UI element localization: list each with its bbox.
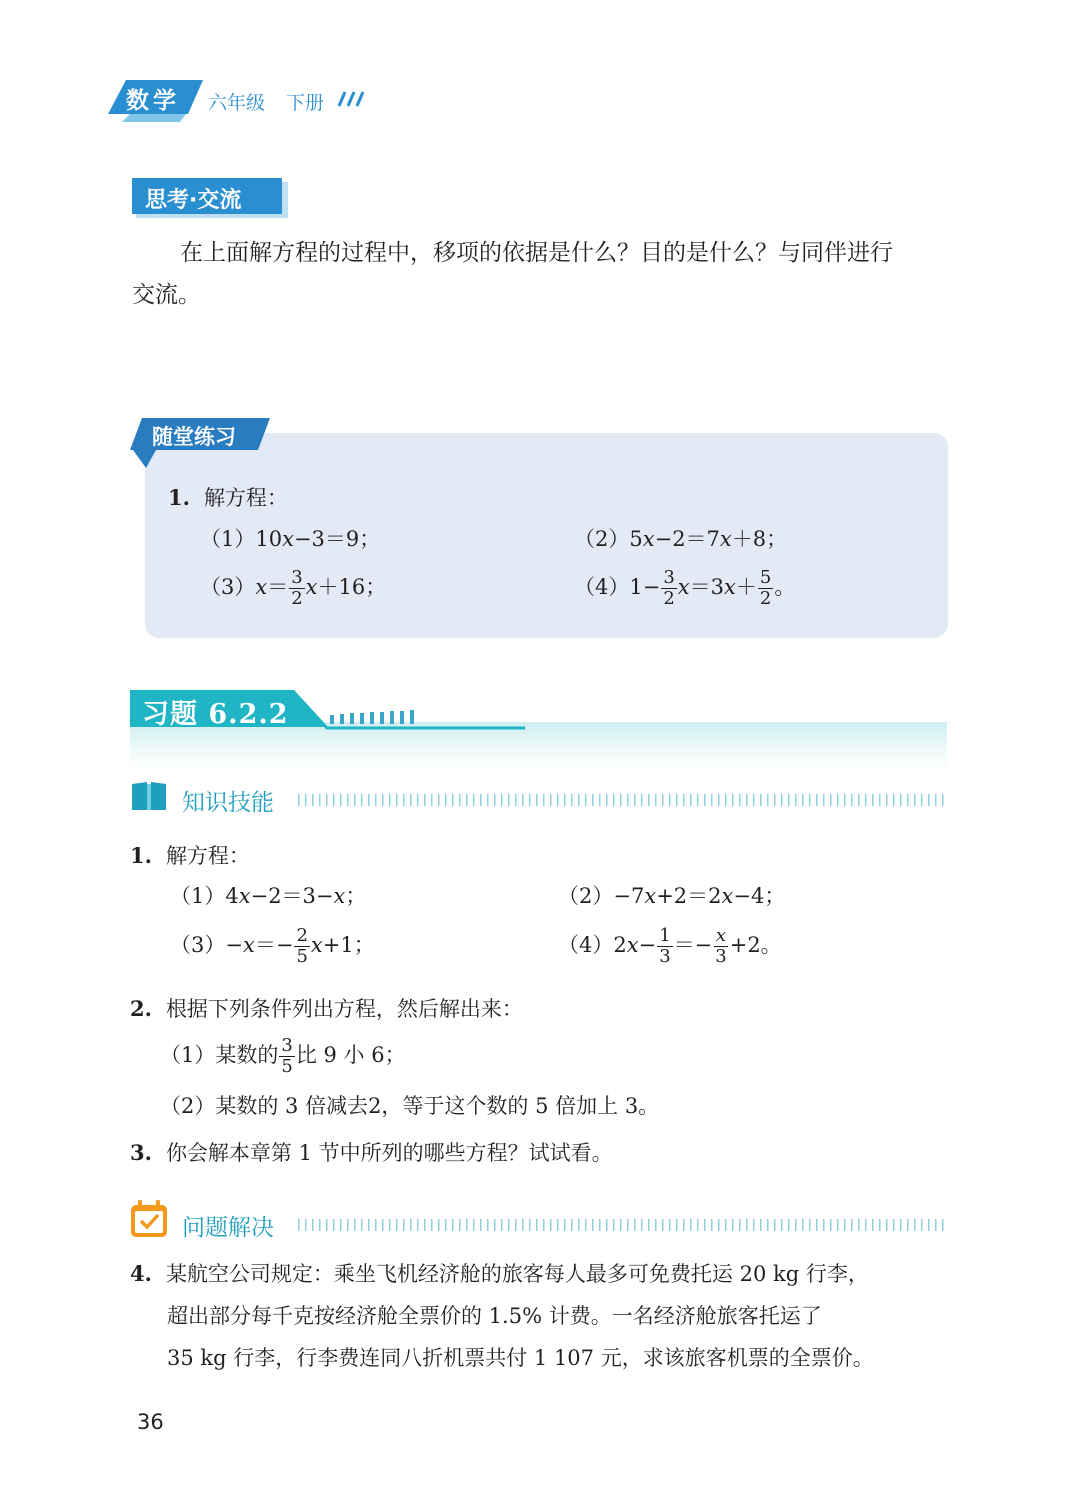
exercise-q1-stem: 1. 解方程： — [130, 843, 250, 868]
think-text-line2: 交流。 — [132, 282, 201, 308]
exercise-q4-line2: 超出部分每千克按经济舱全票价的 1.5% 计费。一名经济舱旅客托运了 — [167, 1304, 822, 1328]
knowledge-section-title: 知识技能 — [182, 790, 274, 816]
exercise-q3: 3. 你会解本章第 1 节中所列的哪些方程？试试看。 — [130, 1140, 613, 1165]
practice-q1-part4: （4）1− $\frac{3}{2}$ x＝3x＋ $\frac{5}{2}$ 。 — [574, 567, 796, 609]
calendar-check-icon — [130, 1200, 168, 1238]
problem-dotted-rule — [298, 1219, 948, 1231]
header-subject: 数学 — [126, 88, 180, 114]
practice-q1-stem: 1. 解方程： — [168, 485, 288, 510]
exercise-q1-part1: （1）4x−2＝3−x； — [170, 884, 367, 908]
exercise-q1-part2: （2）−7x+2＝2x−4； — [558, 884, 786, 908]
practice-q1-part1: （1）10x−3＝9； — [200, 527, 381, 551]
knowledge-dotted-rule — [298, 794, 948, 806]
page-number: 36 — [137, 1410, 164, 1434]
header-slashes-icon — [333, 90, 367, 108]
exercise-q1-part4: （4）2x− $\frac{1}{3}$ ＝− $\frac{x}{3}$ +2。 — [558, 925, 782, 967]
exercise-q2-part1: （1）某数的 $\frac{3}{5}$ 比 9 小 6； — [160, 1035, 406, 1077]
practice-q1-part2: （2）5x−2＝7x＋8； — [574, 527, 788, 551]
think-text-line1: 在上面解方程的过程中，移项的依据是什么？目的是什么？与同伴进行 — [180, 240, 893, 266]
header-grade: 六年级 — [208, 92, 266, 114]
exercise-q2-stem: 2. 根据下列条件列出方程，然后解出来： — [130, 996, 523, 1021]
exercise-q4-line3: 35 kg 行李，行李费连同八折机票共付 1 107 元，求该旅客机票的全票价。 — [167, 1346, 874, 1370]
header-volume: 下册 — [286, 92, 325, 114]
exercise-q4-line1: 4. 某航空公司规定：乘坐飞机经济舱的旅客每人最多可免费托运 20 kg 行李， — [130, 1261, 869, 1286]
exercise-q1-part3: （3）−x＝− $\frac{2}{5}$ x+1； — [170, 925, 375, 967]
practice-q1-part3: （3）x＝ $\frac{3}{2}$ x＋16； — [200, 567, 387, 609]
exercise-q2-part2: （2）某数的 3 倍减去2，等于这个数的 5 倍加上 3。 — [160, 1094, 660, 1118]
practice-label: 随堂练习 — [152, 425, 236, 449]
problem-section-title: 问题解决 — [182, 1215, 274, 1241]
exercise-title: 习题 6.2.2 — [142, 699, 289, 730]
think-label: 思考·交流 — [145, 188, 242, 213]
book-icon — [130, 780, 168, 812]
